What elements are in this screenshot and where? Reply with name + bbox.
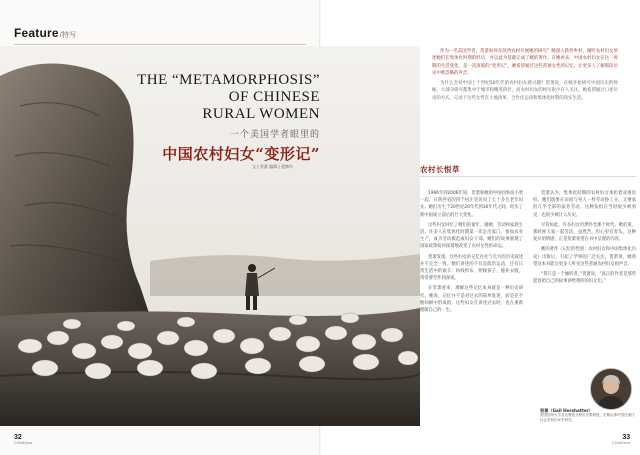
body-right-paragraph: 她的著作《记忆的性别：农村妇女和中国集体化历史》出版后，引起了学界的广泛关注。贺萧说，她希望这本书能让更多人听见这些普通农村妇女的声音。 xyxy=(533,247,636,267)
intro-text xyxy=(432,48,618,105)
title-en-line-2: OF CHINESE xyxy=(228,89,320,105)
section-rule xyxy=(420,176,636,177)
intro-paragraph-1: 作为一名美国学者，贺萧如何在陕西农村开展她的研究？她深入陕西乡村，倾听农村妇女讲述她们在集体化时期的经历，并以此为基础完成了她的著作。在她看来，中国农村妇女在这一时期的生活变化，是一次深刻的“变形记”。她希望通过这些普通女性的记忆，让更多人了解那段历史中被忽略的声音。 xyxy=(432,49,618,76)
section-label-en: Feature xyxy=(14,26,59,40)
byline: 文 | 贺萧 编辑 | 裴博尔 xyxy=(252,164,294,169)
body-column-right xyxy=(533,190,636,288)
section-label xyxy=(14,26,76,40)
section-label-cn: /特写 xyxy=(59,32,77,39)
body-right-paragraph: “我只是一个倾听者，”贺萧说，“真正的作者是那些愿意把自己的故事讲给我听的妇女们。” xyxy=(533,272,636,285)
page-number-right xyxy=(612,434,630,445)
page-number-left xyxy=(14,434,32,445)
magazine-name-right: ChinAfrica xyxy=(612,441,631,445)
intro-paragraph-2: 为什么会对中国上个世纪50年代的农村妇女感兴趣？贺萧说，在她开始研究中国历史的时候，大部分研究都集中于城市和精英阶层，而农村妇女的经历很少有人关注。她希望通过口述历史的方式，记录下这些女性在土地改革、合作化运动和集体化时期的真实生活。 xyxy=(432,81,618,101)
title-en-line-1: THE “METAMORPHOSIS” xyxy=(137,72,320,88)
body-left-paragraph: 1996年到2006年间，贺萧和她的中国同事高小贤一起，在陕西省的四个村庄里访问了七十多位老年妇女。她们出生于20世纪20年代到30年代之间，经历了新中国成立前后的巨大变化。 xyxy=(420,191,523,218)
page-number-left-value: 32 xyxy=(14,434,22,441)
header-rule xyxy=(14,44,306,45)
body-column-left xyxy=(420,190,523,317)
title-en-line-3: RURAL WOMEN xyxy=(202,106,320,122)
body-left-paragraph: 贺萧发现，这些妇女的记忆往往与官方的历史叙述并不完全一致。她们讲述的不仅是政治运动，还有日常生活中的艰辛：纺线织布、照顾孩子、缝补衣服，常常要劳作到深夜。 xyxy=(420,254,523,282)
title-subtitle-cn: 一个美国学者眼里的 xyxy=(229,130,320,140)
body-left-paragraph: 在贺萧看来，理解这些记忆本身就是一种历史研究。她说，记忆并不是对过去的简单复述，而是在不断回顾中形成的。这些妇女在讲述过去时，也在重新理解自己的一生。 xyxy=(420,286,523,314)
page-number-right-value: 33 xyxy=(622,434,631,441)
title-cn: 中国农村妇女“变形记” xyxy=(162,145,320,163)
body-left-paragraph: 这些妇女回忆了她们的童年、婚姻、劳动和家庭生活。许多人在集体化时期第一次走出家门，参加农业生产，成为劳动模范或妇女干部。她们的故事展现了国家政策如何深刻地改变了农村女性的命运。 xyxy=(420,222,523,250)
author-caption xyxy=(540,408,636,423)
author-portrait xyxy=(590,368,632,410)
body-right-paragraph: 尽管如此，许多妇女仍然怀念那个时代。她们说，那时候大家一起劳动，虽然苦，但心里有奔头。这种复杂的情感，正是贺萧希望在书中呈现的内容。 xyxy=(533,222,636,243)
author-portrait-illustration xyxy=(591,369,631,409)
magazine-name-left: ChinAfrica xyxy=(14,441,33,445)
body-right-paragraph: 贺萧认为，集体化时期的农村妇女承担着双重负担。她们既要在田间与男人一样劳动挣工分，又要承担几乎全部的家务劳动。这种负担在当时很少被看见，也很少被计入历史。 xyxy=(533,191,636,218)
author-name: 贺萧（Gail Hershatter） xyxy=(540,408,593,413)
section-heading: 农村长恨草 xyxy=(420,165,460,174)
author-bio: 美国加州大学圣克鲁兹分校历史系教授，长期从事中国近现代社会史和妇女史研究。 xyxy=(540,413,635,422)
article-title-block xyxy=(88,72,320,164)
